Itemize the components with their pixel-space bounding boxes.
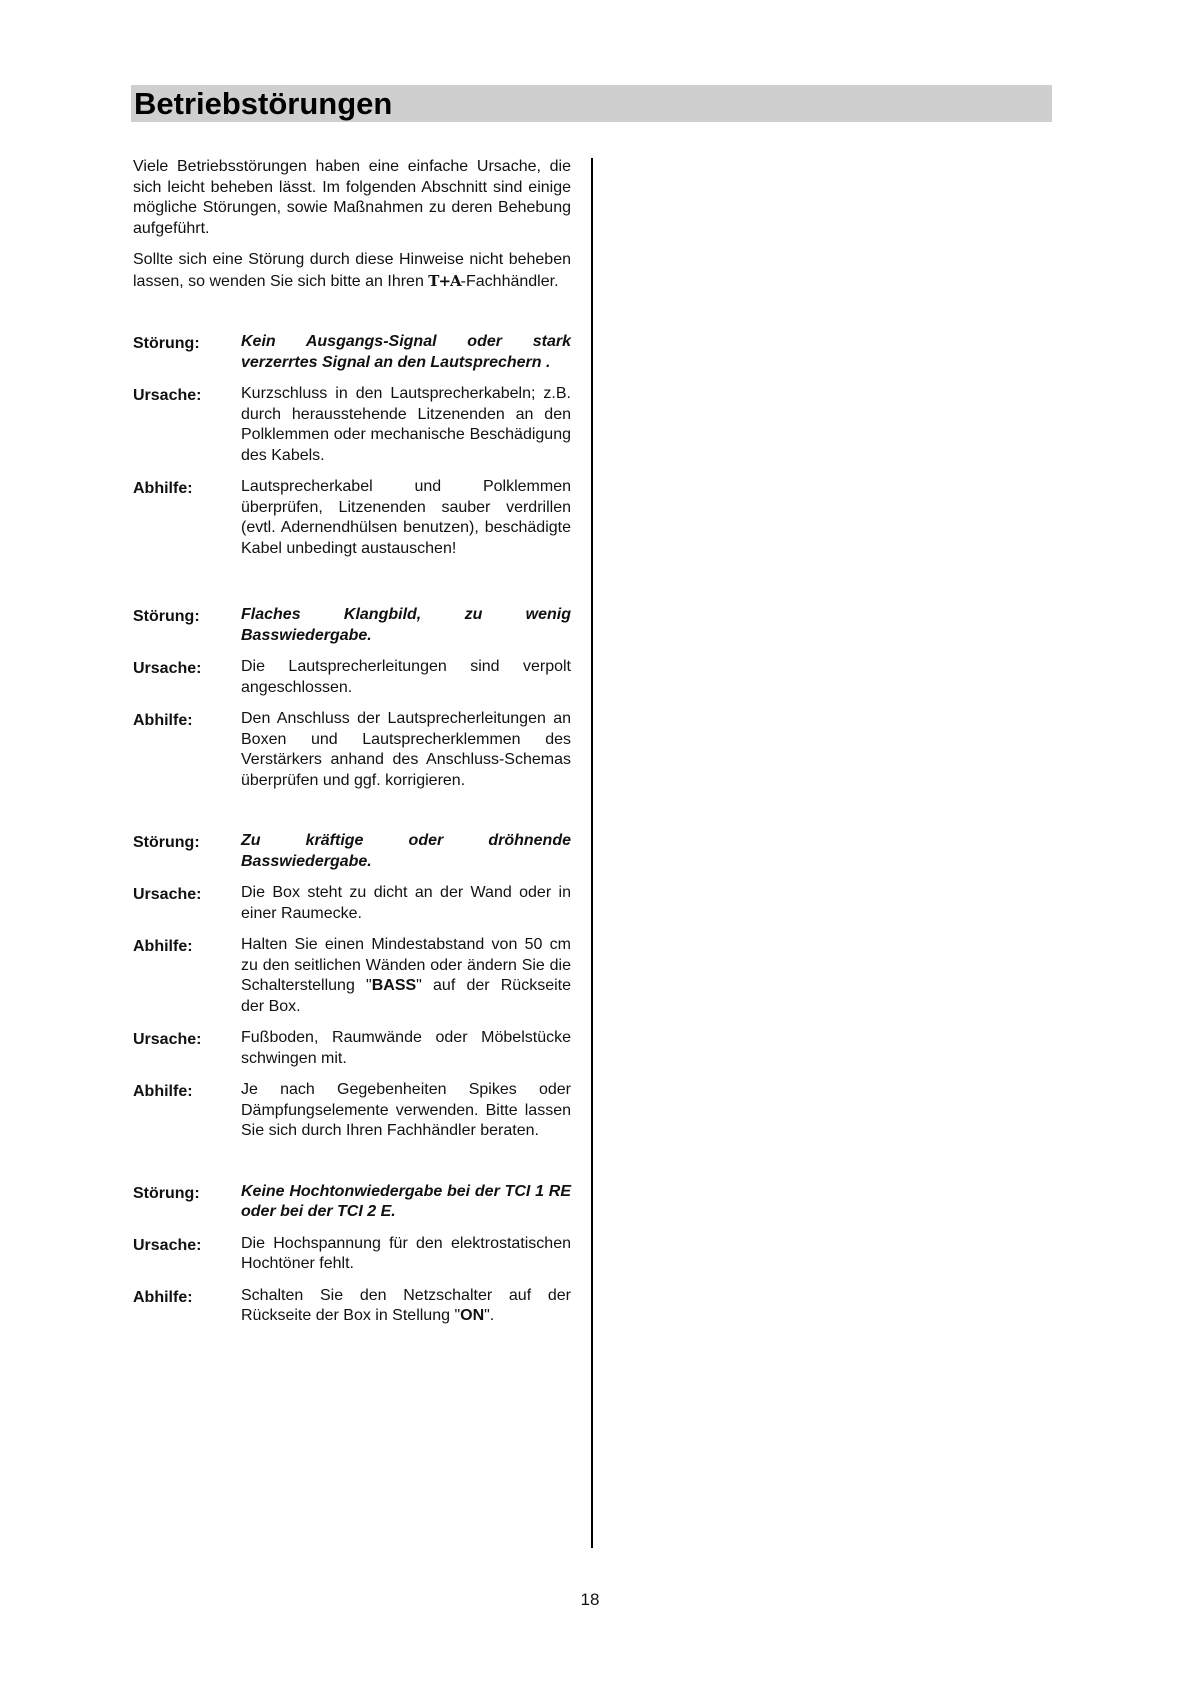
ursache-label: Ursache:: [133, 387, 202, 404]
cause-row: [133, 883, 571, 924]
remedy-text-part: " auf der Rückseite der Box.: [241, 977, 571, 1015]
abhilfe-label: Abhilfe:: [133, 938, 193, 955]
cause-row: [133, 657, 571, 698]
cause-text: Die Lautsprecherleitungen sind verpolt angeschlossen.: [241, 658, 571, 696]
ursache-label: Ursache:: [133, 1236, 202, 1254]
column-divider: [591, 158, 593, 1548]
stoerung-label: Störung:: [133, 608, 200, 625]
abhilfe-label: Abhilfe:: [133, 480, 193, 497]
intro-paragraph: Viele Betriebsstörungen haben eine einfache Ursache, die sich leicht beheben lässt. Im folgenden Abschnitt sind einige mögliche Störungen, sowie Maßnahmen zu deren Behebung aufgeführt.: [133, 158, 571, 237]
ursache-label: Ursache:: [133, 1031, 202, 1048]
fault-row: [133, 831, 571, 872]
abhilfe-label: Abhilfe:: [133, 1288, 193, 1306]
remedy-text: [241, 935, 571, 1017]
page-title: Betriebstörungen: [134, 86, 393, 121]
stoerung-label: Störung:: [133, 1184, 200, 1202]
fault-row: [133, 332, 571, 373]
ursache-label: Ursache:: [133, 660, 202, 677]
remedy-row: [133, 935, 571, 1017]
content-column: [133, 157, 571, 1327]
remedy-row: [133, 709, 571, 791]
intro-text: Sollte sich eine Störung durch diese Hinweise nicht beheben lassen, so wenden Sie sich bitte an Ihren: [133, 251, 571, 290]
remedy-row: [133, 1080, 571, 1142]
intro-paragraph-dealer: [133, 250, 571, 292]
cause-text: Die Box steht zu dicht an der Wand oder in einer Raumecke.: [241, 884, 571, 922]
cause-text: Fußboden, Raumwände oder Möbelstücke schwingen mit.: [241, 1029, 571, 1067]
remedy-text: Lautsprecherkabel und Polklemmen überprüfen, Litzenenden sauber verdrillen (evtl. Adernendhülsen benutzen), beschädigte Kabel unbedingt austauschen!: [241, 478, 571, 557]
cause-row: [133, 384, 571, 466]
remedy-row: [133, 1286, 571, 1327]
cause-row: [133, 1234, 571, 1275]
cause-text: Die Hochspannung für den elektrostatischen Hochtöner fehlt.: [241, 1234, 571, 1272]
cause-row: [133, 1028, 571, 1069]
stoerung-label: Störung:: [133, 834, 200, 851]
on-switch-label: ON: [460, 1307, 485, 1324]
fault-heading: Kein Ausgangs-Signal oder stark verzerrtes Signal an den Lautsprechern .: [241, 333, 571, 371]
intro-text-end: -Fachhändler.: [460, 272, 559, 290]
fault-heading: Zu kräftige oder dröhnende Basswiedergabe.: [241, 832, 571, 870]
abhilfe-label: Abhilfe:: [133, 712, 193, 729]
remedy-text-part: Halten Sie einen Mindestabstand von 50 cm zu den seitlichen Wänden oder ändern Sie die Schalterstellung ": [241, 936, 571, 994]
fault-heading: Flaches Klangbild, zu wenig Basswiedergabe.: [241, 606, 571, 644]
ursache-label: Ursache:: [133, 886, 202, 903]
bass-switch-label: BASS: [371, 977, 417, 994]
stoerung-label: Störung:: [133, 335, 200, 352]
remedy-text: Den Anschluss der Lautsprecherleitungen an Boxen und Lautsprecherklemmen des Verstärkers anhand des Anschluss-Schemas überprüfen und ggf. korrigieren.: [241, 710, 571, 789]
ta-logo: T+A: [428, 271, 461, 290]
remedy-text-part: ".: [484, 1307, 495, 1324]
page-number: 18: [580, 1590, 600, 1609]
fault-row: [133, 605, 571, 646]
remedy-text: Je nach Gegebenheiten Spikes oder Dämpfungselemente verwenden. Bitte lassen Sie sich durch Ihren Fachhändler beraten.: [241, 1081, 571, 1139]
remedy-text-part: Schalten Sie den Netzschalter auf der Rückseite der Box in Stellung ": [241, 1286, 571, 1324]
cause-text: Kurzschluss in den Lautsprecherkabeln; z.B. durch herausstehende Litzenenden an den Polklemmen oder mechanische Beschädigung des Kabels.: [241, 385, 571, 464]
remedy-text: [241, 1286, 571, 1327]
fault-row: [133, 1182, 571, 1223]
abhilfe-label: Abhilfe:: [133, 1083, 193, 1100]
remedy-row: [133, 477, 571, 559]
fault-heading: Keine Hochtonwiedergabe bei der TCI 1 RE oder bei der TCI 2 E.: [241, 1182, 571, 1220]
